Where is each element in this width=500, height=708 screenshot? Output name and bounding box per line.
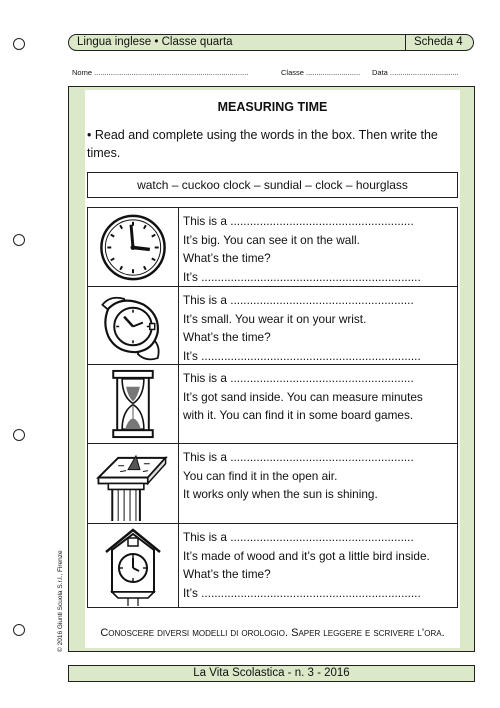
- watch-icon: [88, 287, 178, 364]
- page-title: MEASURING TIME: [217, 100, 328, 114]
- clue-text: It’s got sand inside. You can measure minutes: [183, 389, 423, 404]
- sundial-icon: [88, 444, 178, 523]
- binder-hole: [13, 234, 25, 246]
- answer-line[interactable]: This is a ........................................................: [183, 293, 414, 307]
- instruction-text: • Read and complete using the words in the box. Then write the times.: [87, 128, 438, 160]
- binder-hole: [13, 429, 25, 441]
- row-text: [183, 528, 455, 602]
- answer-line[interactable]: This is a ........................................................: [183, 450, 414, 464]
- binder-hole: [13, 624, 25, 636]
- picture-cell: [88, 524, 179, 607]
- header-bar: [68, 34, 474, 51]
- clue-text: with it. You can find it in some board games.: [183, 408, 414, 422]
- clue-text: It works only when the sun is shining.: [183, 487, 378, 501]
- answer-line[interactable]: It’s ...................................................................: [183, 269, 421, 284]
- row-text: [183, 291, 455, 365]
- picture-cell: [88, 365, 179, 443]
- copyright-credit: © 2016 Giunti Scuola S.r.l., Firenze: [57, 550, 64, 652]
- table-row: [88, 444, 457, 524]
- class-field[interactable]: Classe ..........................: [281, 68, 361, 77]
- hourglass-icon: [88, 365, 178, 443]
- row-text: [183, 212, 455, 286]
- clue-text: It’s small. You wear it on your wrist.: [183, 311, 367, 326]
- answer-line[interactable]: This is a ........................................................: [183, 371, 414, 385]
- word-box: watch – cuckoo clock – sundial – clock – hourglass: [87, 172, 458, 198]
- footer-bar: La Vita Scolastica - n. 3 - 2016: [68, 665, 475, 682]
- table-row: [88, 524, 457, 607]
- table-row: [88, 365, 457, 444]
- learning-objective: Conoscere diversi modelli di orologio. Saper leggere e scrivere l’ora.: [100, 627, 445, 639]
- table-row: [88, 208, 457, 287]
- answer-line[interactable]: It’s ...................................................................: [183, 348, 421, 363]
- clock-icon: [88, 208, 178, 286]
- exercise-table: [87, 207, 458, 608]
- clue-text: You can find it in the open air.: [183, 468, 338, 483]
- row-text: [183, 448, 455, 504]
- name-field[interactable]: Nome ..........................................................................: [72, 68, 249, 77]
- clue-text: It’s big. You can see it on the wall.: [183, 232, 360, 247]
- binder-hole: [13, 38, 25, 50]
- row-text: [183, 369, 455, 425]
- clue-text: It’s made of wood and it’s got a little bird inside.: [183, 548, 430, 563]
- date-field[interactable]: Data .................................: [372, 68, 459, 77]
- subject-label: Lingua inglese • Classe quarta: [77, 36, 233, 48]
- picture-cell: [88, 208, 179, 286]
- question-text: What’s the time?: [183, 330, 271, 344]
- picture-cell: [88, 444, 179, 523]
- answer-line[interactable]: This is a ........................................................: [183, 214, 414, 228]
- question-text: What’s the time?: [183, 251, 271, 265]
- cuckoo-clock-icon: [88, 524, 178, 607]
- answer-line[interactable]: It’s ...................................................................: [183, 585, 421, 600]
- answer-line[interactable]: This is a ........................................................: [183, 530, 414, 544]
- table-row: [88, 287, 457, 365]
- sheet-number: Scheda 4: [414, 36, 463, 48]
- question-text: What’s the time?: [183, 567, 271, 581]
- header-divider: [405, 35, 406, 50]
- picture-cell: [88, 287, 179, 364]
